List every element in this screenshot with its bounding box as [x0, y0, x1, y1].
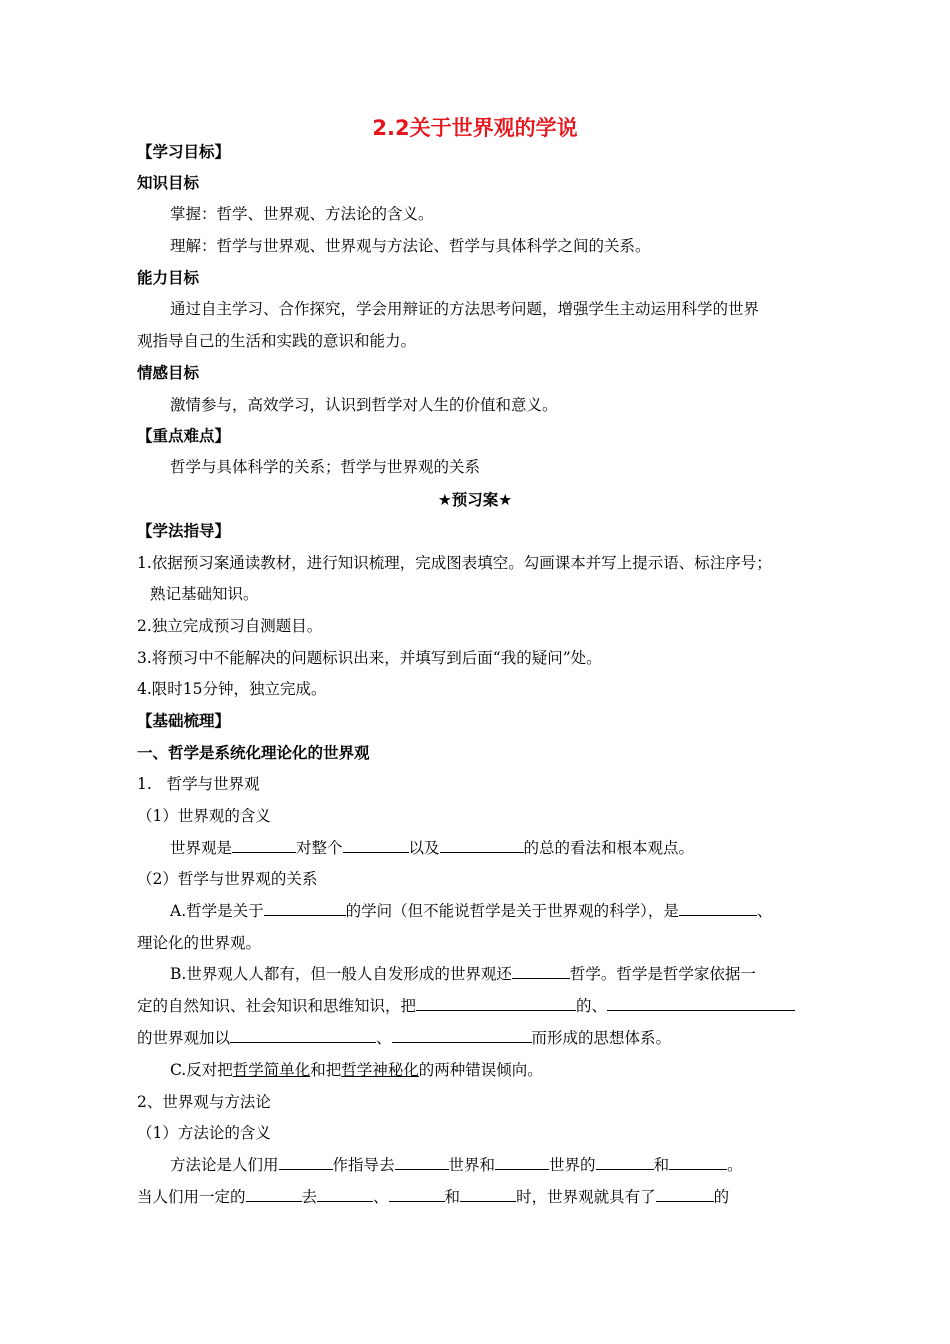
subsection-1-1-heading: （1）世界观的含义 — [137, 807, 271, 825]
ability-text-1: 通过自主学习、合作探究，学会用辩证的方法思考问题，增强学生主动运用科学的世界 — [170, 300, 760, 318]
fill-blank[interactable] — [416, 995, 576, 1011]
knowledge-item-2: 理解：哲学与世界观、世界观与方法论、哲学与具体科学之间的关系。 — [170, 237, 651, 255]
methodology-cont: 当人们用一定的 去 、 和 时，世界观就具有了 的 — [137, 1188, 730, 1206]
section-1-heading: 一、哲学是系统化理论化的世界观 — [137, 744, 370, 762]
fill-blank[interactable] — [389, 1186, 445, 1202]
fill-blank[interactable] — [264, 900, 346, 916]
fill-blank[interactable] — [596, 1154, 654, 1170]
relation-a-cont: 理论化的世界观。 — [137, 934, 262, 952]
method-item-2: 2.独立完成预习自测题目。 — [137, 617, 323, 635]
basics-heading: 【基础梳理】 — [137, 712, 231, 730]
fill-blank[interactable] — [440, 837, 524, 853]
emotion-text: 激情参与，高效学习，认识到哲学对人生的价值和意义。 — [170, 396, 558, 414]
key-points-text: 哲学与具体科学的关系；哲学与世界观的关系 — [170, 458, 481, 476]
fill-blank[interactable] — [343, 837, 409, 853]
fill-blank[interactable] — [395, 1154, 449, 1170]
method-heading: 【学法指导】 — [137, 522, 231, 540]
subsection-1-heading: 1. 哲学与世界观 — [137, 775, 260, 793]
key-points-heading: 【重点难点】 — [137, 427, 231, 445]
fill-blank[interactable] — [656, 1186, 714, 1202]
relation-c: C.反对把哲学简单化和把哲学神秘化的两种错误倾向。 — [170, 1061, 543, 1079]
relation-b: B.世界观人人都有，但一般人自发形成的世界观还 哲学。哲学是哲学家依据一 — [170, 965, 756, 983]
fill-blank[interactable] — [392, 1027, 532, 1043]
method-item-1: 1.依据预习案通读教材，进行知识梳理，完成图表填空。勾画课本并写上提示语、标注序号； — [137, 554, 772, 572]
fill-blank[interactable] — [279, 1154, 333, 1170]
fill-blank[interactable] — [230, 1027, 376, 1043]
relation-b-cont-1: 定的自然知识、社会知识和思维知识，把 的、 — [137, 995, 795, 1017]
fill-blank[interactable] — [232, 837, 296, 853]
fill-blank[interactable] — [460, 1186, 516, 1202]
emotion-heading: 情感目标 — [137, 364, 200, 382]
page-title: 2.2关于世界观的学说 — [372, 116, 578, 140]
method-item-1-cont: 熟记基础知识。 — [150, 585, 259, 603]
objectives-heading: 【学习目标】 — [137, 143, 231, 161]
relation-b-cont-2: 的世界观加以 、 而形成的思想体系。 — [137, 1029, 672, 1047]
methodology-definition: 方法论是人们用 作指导去 世界和 世界的 和 。 — [170, 1156, 743, 1174]
fill-blank[interactable] — [317, 1186, 373, 1202]
fill-blank[interactable] — [679, 900, 757, 916]
knowledge-heading: 知识目标 — [137, 174, 200, 192]
fill-blank[interactable] — [607, 995, 795, 1011]
knowledge-item-1: 掌握：哲学、世界观、方法论的含义。 — [170, 205, 434, 223]
subsection-2-1-heading: （1）方法论的含义 — [137, 1124, 271, 1142]
method-item-4: 4.限时15分钟，独立完成。 — [137, 680, 327, 698]
fill-blank[interactable] — [512, 963, 570, 979]
ability-text-2: 观指导自己的生活和实践的意识和能力。 — [137, 332, 417, 350]
method-item-3: 3.将预习中不能解决的问题标识出来，并填写到后面“我的疑问”处。 — [137, 649, 602, 667]
subsection-1-2-heading: （2）哲学与世界观的关系 — [137, 870, 318, 888]
fill-blank[interactable] — [669, 1154, 727, 1170]
section-2-heading: 2、世界观与方法论 — [137, 1093, 271, 1111]
preview-heading: ★预习案★ — [437, 491, 513, 509]
worldview-definition: 世界观是 对整个 以及 的总的看法和根本观点。 — [170, 839, 695, 857]
fill-blank[interactable] — [495, 1154, 549, 1170]
relation-a: A.哲学是关于 的学问（但不能说哲学是关于世界观的科学），是 、 — [170, 902, 773, 920]
fill-blank[interactable] — [246, 1186, 302, 1202]
ability-heading: 能力目标 — [137, 269, 200, 287]
